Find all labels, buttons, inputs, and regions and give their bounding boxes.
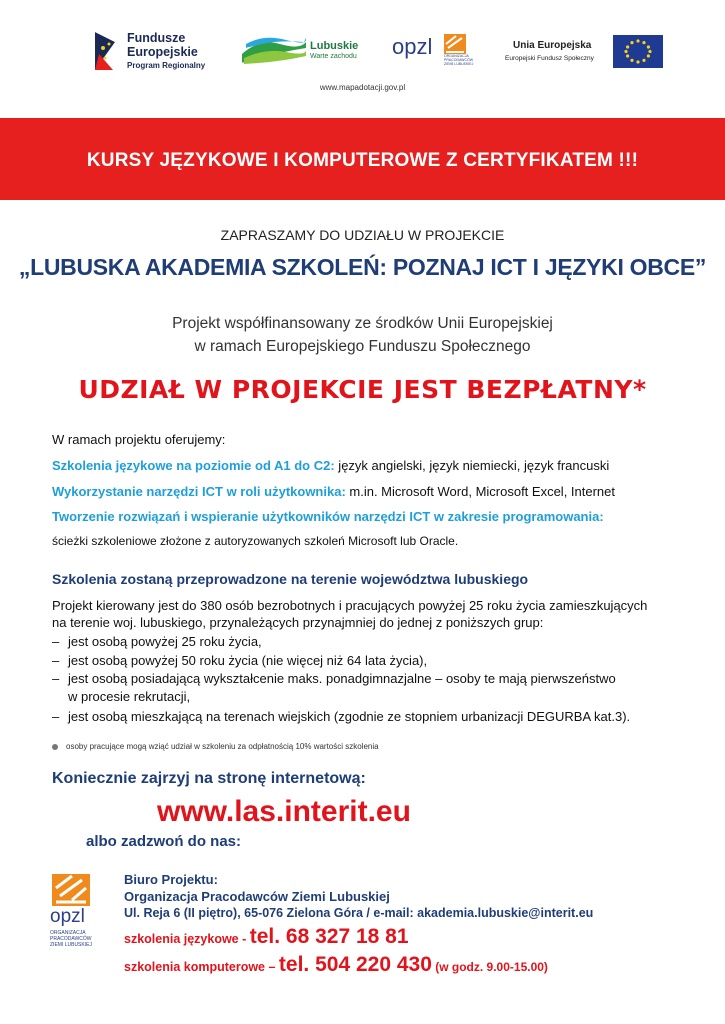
visit-website-text: Koniecznie zajrzyj na stronę internetową: bbox=[52, 770, 366, 787]
group-item bbox=[52, 653, 427, 668]
banner-headline: KURSY JĘZYKOWE I KOMPUTEROWE Z CERTYFIKATEM !!! bbox=[86, 150, 639, 171]
eu-flag-icon bbox=[613, 35, 663, 68]
offer-detail: m.in. Microsoft Word, Microsoft Excel, Internet bbox=[345, 484, 616, 499]
group-text: w procesie rekrutacji, bbox=[68, 689, 191, 704]
group-item bbox=[52, 709, 630, 724]
phone-languages bbox=[124, 925, 409, 949]
call-us-text: albo zadzwoń do nas: bbox=[86, 833, 242, 850]
lubuskie-title: Lubuskie bbox=[310, 40, 359, 52]
phone-number[interactable]: tel. 68 327 18 81 bbox=[249, 925, 409, 948]
unia-europejska-logo bbox=[505, 30, 665, 70]
phone-label: szkolenia językowe - bbox=[124, 932, 250, 946]
footnote bbox=[52, 742, 379, 751]
group-text: jest osobą posiadającą wykształcenie maks. ponadgimnazjalne – osoby te mają pierwszeństwo bbox=[68, 671, 616, 686]
cofunding-line-2: w ramach Europejskiego Funduszu Społecznego bbox=[194, 338, 531, 355]
opzl-logo-sub: ORGANIZACJA PRACODAWCÓW ZIEMI LUBUSKIEJ bbox=[444, 54, 474, 66]
fe-flag-icon bbox=[93, 30, 123, 72]
phone-label: szkolenia komputerowe – bbox=[124, 960, 279, 974]
free-participation-headline: UDZIAŁ W PROJEKCIE JEST BEZPŁATNY* bbox=[78, 375, 647, 404]
group-text: jest osobą mieszkającą na terenach wiejskich (zgodnie ze stopniem urbanizacji DEGURBA kat.3). bbox=[68, 709, 631, 724]
fundusze-europejskie-logo bbox=[93, 28, 233, 76]
offer-languages bbox=[52, 458, 609, 473]
opzl-logo-text: opzl bbox=[50, 906, 85, 927]
offer-ict-programming bbox=[52, 509, 604, 524]
cofunding-line-1: Projekt współfinansowany ze środków Unii Europejskiej bbox=[172, 315, 553, 332]
dash-bullet: – bbox=[52, 671, 60, 686]
group-text: jest osobą powyżej 25 roku życia, bbox=[68, 634, 262, 649]
opzl-logo-top bbox=[390, 32, 476, 72]
opzl-logo-text: opzl bbox=[392, 34, 433, 59]
group-item bbox=[52, 671, 616, 686]
offer-ict-user bbox=[52, 484, 615, 499]
dash-bullet: – bbox=[52, 634, 60, 649]
mapadotacji-url: www.mapadotacji.gov.pl bbox=[319, 83, 406, 92]
lubuskie-wave-icon bbox=[240, 34, 308, 68]
invite-text: ZAPRASZAMY DO UDZIAŁU W PROJEKCIE bbox=[220, 227, 505, 243]
fe-subtitle: Program Regionalny bbox=[127, 61, 206, 70]
phone-number[interactable]: tel. 504 220 430 bbox=[278, 953, 432, 976]
phone-computers bbox=[124, 953, 548, 977]
offer-label: Wykorzystanie narzędzi ICT w roli użytkownika: bbox=[52, 484, 346, 499]
opzl-sun-icon bbox=[52, 874, 90, 906]
contact-address[interactable]: Ul. Reja 6 (II piętro), 65-076 Zielona Góra / e-mail: akademia.lubuskie@interit.eu bbox=[124, 906, 594, 920]
group-text: jest osobą powyżej 50 roku życia (nie więcej niż 64 lata życia), bbox=[68, 653, 428, 668]
opzl-logo-bottom bbox=[50, 872, 95, 957]
dash-bullet: – bbox=[52, 709, 60, 724]
contact-org: Organizacja Pracodawców Ziemi Lubuskiej bbox=[124, 889, 390, 904]
phone-hours: (w godz. 9.00-15.00) bbox=[431, 960, 548, 974]
offer-label: Tworzenie rozwiązań i wspieranie użytkowników narzędzi ICT w zakresie programowania: bbox=[52, 509, 604, 524]
opzl-logo-sub: ORGANIZACJA PRACODAWCÓW ZIEMI LUBUSKIEJ bbox=[50, 930, 92, 948]
fe-title-2: Europejskie bbox=[127, 45, 198, 59]
ue-subtitle: Europejski Fundusz Społeczny bbox=[505, 55, 594, 62]
lubuskie-slogan: Warte zachodu bbox=[310, 53, 357, 60]
project-title: „LUBUSKA AKADEMIA SZKOLEŃ: POZNAJ ICT I JĘZYKI OBCE” bbox=[18, 254, 707, 280]
offer-detail: język angielski, język niemiecki, język francuski bbox=[334, 458, 610, 473]
fe-title-1: Fundusze bbox=[127, 31, 186, 45]
ue-title: Unia Europejska bbox=[513, 40, 592, 51]
lubuskie-logo bbox=[240, 30, 365, 74]
offer-intro: W ramach projektu oferujemy: bbox=[52, 432, 226, 447]
footnote-text: osoby pracujące mogą wziąć udział w szkoleniu za odpłatnością 10% wartości szkolenia bbox=[66, 742, 379, 751]
group-item bbox=[52, 634, 262, 649]
offer-paths: ścieżki szkoleniowe złożone z autoryzowanych szkoleń Microsoft lub Oracle. bbox=[52, 534, 459, 548]
opzl-sun-icon bbox=[444, 34, 466, 54]
target-line-1: Projekt kierowany jest do 380 osób bezrobotnych i pracujących powyżej 25 roku życia zamieszkujących bbox=[52, 598, 648, 613]
dash-bullet: – bbox=[52, 653, 60, 668]
cofunding-text bbox=[0, 312, 725, 358]
offer-label: Szkolenia językowe na poziomie od A1 do C2: bbox=[52, 458, 335, 473]
bullet-icon bbox=[52, 744, 58, 750]
group-item-continued bbox=[52, 689, 190, 704]
section-title: Szkolenia zostaną przeprowadzone na terenie województwa lubuskiego bbox=[52, 571, 529, 587]
website-link[interactable]: www.las.interit.eu bbox=[157, 795, 411, 828]
contact-office: Biuro Projektu: bbox=[124, 872, 218, 887]
target-line-2: na terenie woj. lubuskiego, przynależących przynajmniej do jednej z poniższych grup: bbox=[52, 615, 544, 630]
